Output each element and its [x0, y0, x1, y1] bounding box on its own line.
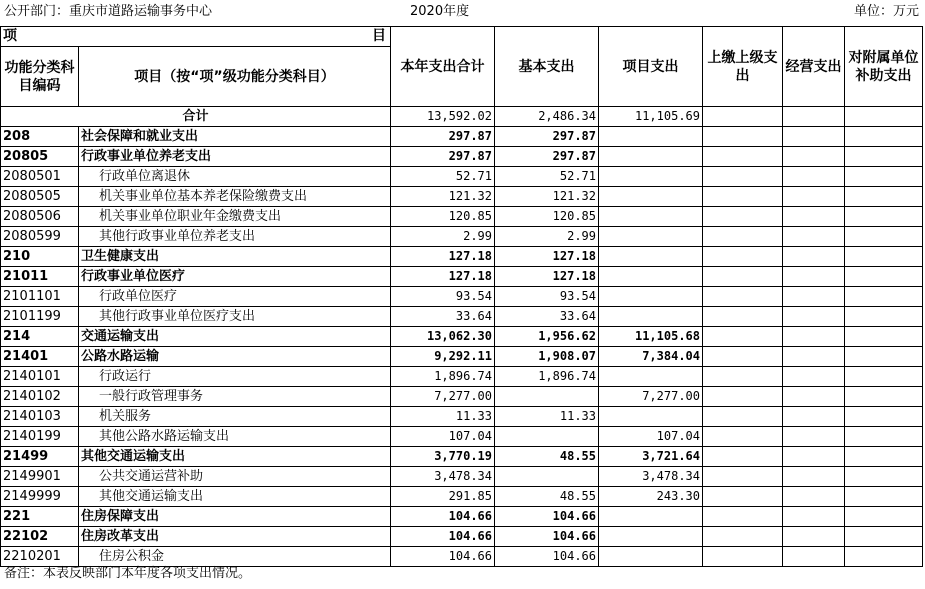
row-business: [783, 247, 845, 267]
row-name: 公共交通运营补助: [79, 467, 391, 487]
row-subsidy: [845, 247, 923, 267]
table-row: [1, 147, 923, 167]
total-row: [1, 107, 923, 127]
row-project: 7,384.04: [599, 347, 703, 367]
table-row: [1, 367, 923, 387]
expenditure-table: [0, 26, 923, 567]
row-name: 住房改革支出: [79, 527, 391, 547]
row-business: [783, 507, 845, 527]
row-project: [599, 247, 703, 267]
row-subsidy: [845, 287, 923, 307]
row-upper: [703, 467, 783, 487]
row-total: 104.66: [391, 547, 495, 567]
row-project: [599, 227, 703, 247]
row-business: [783, 227, 845, 247]
row-upper: [703, 267, 783, 287]
row-project: 3,478.34: [599, 467, 703, 487]
header-mu: 目: [372, 28, 386, 44]
row-code: 2080506: [1, 207, 79, 227]
table-row: [1, 407, 923, 427]
fiscal-year-label: 2020年度: [410, 4, 470, 19]
row-upper: [703, 507, 783, 527]
row-name: 机关服务: [79, 407, 391, 427]
row-code: 214: [1, 327, 79, 347]
row-basic: 33.64: [495, 307, 599, 327]
row-total: 9,292.11: [391, 347, 495, 367]
table-row: [1, 127, 923, 147]
row-subsidy: [845, 227, 923, 247]
row-upper: [703, 167, 783, 187]
row-project: [599, 127, 703, 147]
row-project: [599, 367, 703, 387]
row-business: [783, 387, 845, 407]
unit-label: 单位：万元: [853, 4, 919, 19]
row-name: 行政事业单位医疗: [79, 267, 391, 287]
row-basic: 48.55: [495, 447, 599, 467]
row-code: 21499: [1, 447, 79, 467]
row-code: 2149901: [1, 467, 79, 487]
row-business: [783, 287, 845, 307]
row-subsidy: [845, 187, 923, 207]
row-upper: [703, 127, 783, 147]
row-subsidy: [845, 427, 923, 447]
row-code: 2080505: [1, 187, 79, 207]
row-total: 3,478.34: [391, 467, 495, 487]
row-project: 7,277.00: [599, 387, 703, 407]
row-business: [783, 147, 845, 167]
row-business: [783, 447, 845, 467]
row-upper: [703, 407, 783, 427]
row-upper: [703, 427, 783, 447]
header-name: 项目（按“项”级功能分类科目）: [79, 47, 391, 107]
row-upper: [703, 447, 783, 467]
table-row: [1, 167, 923, 187]
row-business: [783, 467, 845, 487]
row-total: 1,896.74: [391, 367, 495, 387]
row-basic: 104.66: [495, 547, 599, 567]
row-code: 2140199: [1, 427, 79, 447]
row-subsidy: [845, 467, 923, 487]
header-total: 本年支出合计: [391, 27, 495, 107]
row-name: 一般行政管理事务: [79, 387, 391, 407]
footnote: 备注：本表反映部门本年度各项支出情况。: [4, 566, 252, 581]
row-basic: 1,908.07: [495, 347, 599, 367]
row-total: 52.71: [391, 167, 495, 187]
department-label: 公开部门：重庆市道路运输事务中心: [4, 4, 213, 19]
row-business: [783, 347, 845, 367]
table-row: [1, 487, 923, 507]
row-name: 其他行政事业单位养老支出: [79, 227, 391, 247]
row-basic: [495, 387, 599, 407]
row-total: 7,277.00: [391, 387, 495, 407]
row-upper: [703, 327, 783, 347]
total-business: [783, 107, 845, 127]
row-name: 其他公路水路运输支出: [79, 427, 391, 447]
row-subsidy: [845, 267, 923, 287]
table-row: [1, 207, 923, 227]
row-upper: [703, 207, 783, 227]
row-name: 行政单位医疗: [79, 287, 391, 307]
row-name: 行政事业单位养老支出: [79, 147, 391, 167]
row-subsidy: [845, 327, 923, 347]
row-code: 2101101: [1, 287, 79, 307]
row-upper: [703, 227, 783, 247]
row-total: 93.54: [391, 287, 495, 307]
row-basic: 121.32: [495, 187, 599, 207]
row-name: 机关事业单位职业年金缴费支出: [79, 207, 391, 227]
row-name: 住房保障支出: [79, 507, 391, 527]
row-upper: [703, 347, 783, 367]
row-name: 卫生健康支出: [79, 247, 391, 267]
table-row: [1, 507, 923, 527]
row-subsidy: [845, 527, 923, 547]
row-code: 20805: [1, 147, 79, 167]
row-business: [783, 167, 845, 187]
row-project: [599, 547, 703, 567]
row-project: [599, 527, 703, 547]
row-subsidy: [845, 167, 923, 187]
row-basic: 52.71: [495, 167, 599, 187]
row-code: 221: [1, 507, 79, 527]
row-basic: 127.18: [495, 267, 599, 287]
row-project: [599, 307, 703, 327]
row-code: 208: [1, 127, 79, 147]
total-subsidy: [845, 107, 923, 127]
row-basic: 1,896.74: [495, 367, 599, 387]
row-business: [783, 207, 845, 227]
row-project: [599, 507, 703, 527]
header-upper: 上缴上级支出: [703, 27, 783, 107]
table-row: [1, 427, 923, 447]
table-row: [1, 267, 923, 287]
row-code: 2101199: [1, 307, 79, 327]
row-total: 121.32: [391, 187, 495, 207]
row-code: 21401: [1, 347, 79, 367]
table-row: [1, 467, 923, 487]
row-total: 33.64: [391, 307, 495, 327]
header-subsidy: 对附属单位补助支出: [845, 27, 923, 107]
row-code: 2080501: [1, 167, 79, 187]
row-total: 127.18: [391, 247, 495, 267]
row-subsidy: [845, 347, 923, 367]
row-project: 243.30: [599, 487, 703, 507]
row-project: 11,105.68: [599, 327, 703, 347]
row-upper: [703, 187, 783, 207]
row-name: 其他交通运输支出: [79, 487, 391, 507]
row-subsidy: [845, 547, 923, 567]
total-basic: 2,486.34: [495, 107, 599, 127]
header-xiang-mu: [1, 27, 391, 47]
row-total: 11.33: [391, 407, 495, 427]
row-subsidy: [845, 407, 923, 427]
row-code: 2080599: [1, 227, 79, 247]
row-basic: 120.85: [495, 207, 599, 227]
row-basic: [495, 427, 599, 447]
row-name: 其他交通运输支出: [79, 447, 391, 467]
row-total: 3,770.19: [391, 447, 495, 467]
header-code: 功能分类科目编码: [1, 47, 79, 107]
row-subsidy: [845, 387, 923, 407]
row-name: 社会保障和就业支出: [79, 127, 391, 147]
row-upper: [703, 287, 783, 307]
row-upper: [703, 487, 783, 507]
row-name: 公路水路运输: [79, 347, 391, 367]
row-project: 3,721.64: [599, 447, 703, 467]
row-business: [783, 307, 845, 327]
row-basic: 104.66: [495, 527, 599, 547]
total-upper: [703, 107, 783, 127]
row-name: 其他行政事业单位医疗支出: [79, 307, 391, 327]
row-name: 行政单位离退休: [79, 167, 391, 187]
table-row: [1, 307, 923, 327]
row-business: [783, 327, 845, 347]
row-basic: 48.55: [495, 487, 599, 507]
total-project: 11,105.69: [599, 107, 703, 127]
row-business: [783, 187, 845, 207]
row-basic: 11.33: [495, 407, 599, 427]
row-project: [599, 207, 703, 227]
row-code: 2210201: [1, 547, 79, 567]
row-total: 120.85: [391, 207, 495, 227]
row-upper: [703, 367, 783, 387]
row-name: 行政运行: [79, 367, 391, 387]
table-row: [1, 447, 923, 467]
header-business: 经营支出: [783, 27, 845, 107]
row-business: [783, 127, 845, 147]
header-xiang: 项: [3, 28, 17, 44]
row-basic: 2.99: [495, 227, 599, 247]
total-label: 合计: [1, 107, 391, 127]
row-project: [599, 167, 703, 187]
row-basic: 297.87: [495, 147, 599, 167]
table-row: [1, 387, 923, 407]
row-name: 机关事业单位基本养老保险缴费支出: [79, 187, 391, 207]
row-total: 297.87: [391, 127, 495, 147]
row-subsidy: [845, 447, 923, 467]
row-business: [783, 527, 845, 547]
row-name: 交通运输支出: [79, 327, 391, 347]
row-basic: 127.18: [495, 247, 599, 267]
table-row: [1, 247, 923, 267]
table-row: [1, 227, 923, 247]
table-row: [1, 327, 923, 347]
row-basic: 1,956.62: [495, 327, 599, 347]
row-upper: [703, 247, 783, 267]
row-total: 104.66: [391, 527, 495, 547]
row-business: [783, 367, 845, 387]
header-project: 项目支出: [599, 27, 703, 107]
row-project: [599, 267, 703, 287]
row-business: [783, 547, 845, 567]
header-basic: 基本支出: [495, 27, 599, 107]
row-total: 2.99: [391, 227, 495, 247]
row-code: 2140102: [1, 387, 79, 407]
row-project: [599, 147, 703, 167]
row-business: [783, 407, 845, 427]
row-upper: [703, 387, 783, 407]
row-business: [783, 427, 845, 447]
row-project: [599, 407, 703, 427]
row-upper: [703, 547, 783, 567]
total-amount: 13,592.02: [391, 107, 495, 127]
row-name: 住房公积金: [79, 547, 391, 567]
row-subsidy: [845, 147, 923, 167]
row-subsidy: [845, 127, 923, 147]
row-upper: [703, 307, 783, 327]
row-upper: [703, 527, 783, 547]
row-upper: [703, 147, 783, 167]
row-subsidy: [845, 207, 923, 227]
row-basic: [495, 467, 599, 487]
row-total: 13,062.30: [391, 327, 495, 347]
row-project: [599, 287, 703, 307]
row-project: [599, 187, 703, 207]
table-row: [1, 527, 923, 547]
row-subsidy: [845, 307, 923, 327]
row-total: 297.87: [391, 147, 495, 167]
table-row: [1, 287, 923, 307]
row-total: 104.66: [391, 507, 495, 527]
table-row: [1, 187, 923, 207]
row-total: 291.85: [391, 487, 495, 507]
row-business: [783, 487, 845, 507]
table-row: [1, 347, 923, 367]
row-code: 2149999: [1, 487, 79, 507]
row-code: 22102: [1, 527, 79, 547]
row-total: 127.18: [391, 267, 495, 287]
row-total: 107.04: [391, 427, 495, 447]
row-code: 210: [1, 247, 79, 267]
row-code: 21011: [1, 267, 79, 287]
row-code: 2140103: [1, 407, 79, 427]
row-code: 2140101: [1, 367, 79, 387]
row-basic: 104.66: [495, 507, 599, 527]
row-business: [783, 267, 845, 287]
row-subsidy: [845, 507, 923, 527]
row-subsidy: [845, 367, 923, 387]
row-basic: 93.54: [495, 287, 599, 307]
row-subsidy: [845, 487, 923, 507]
row-project: 107.04: [599, 427, 703, 447]
row-basic: 297.87: [495, 127, 599, 147]
